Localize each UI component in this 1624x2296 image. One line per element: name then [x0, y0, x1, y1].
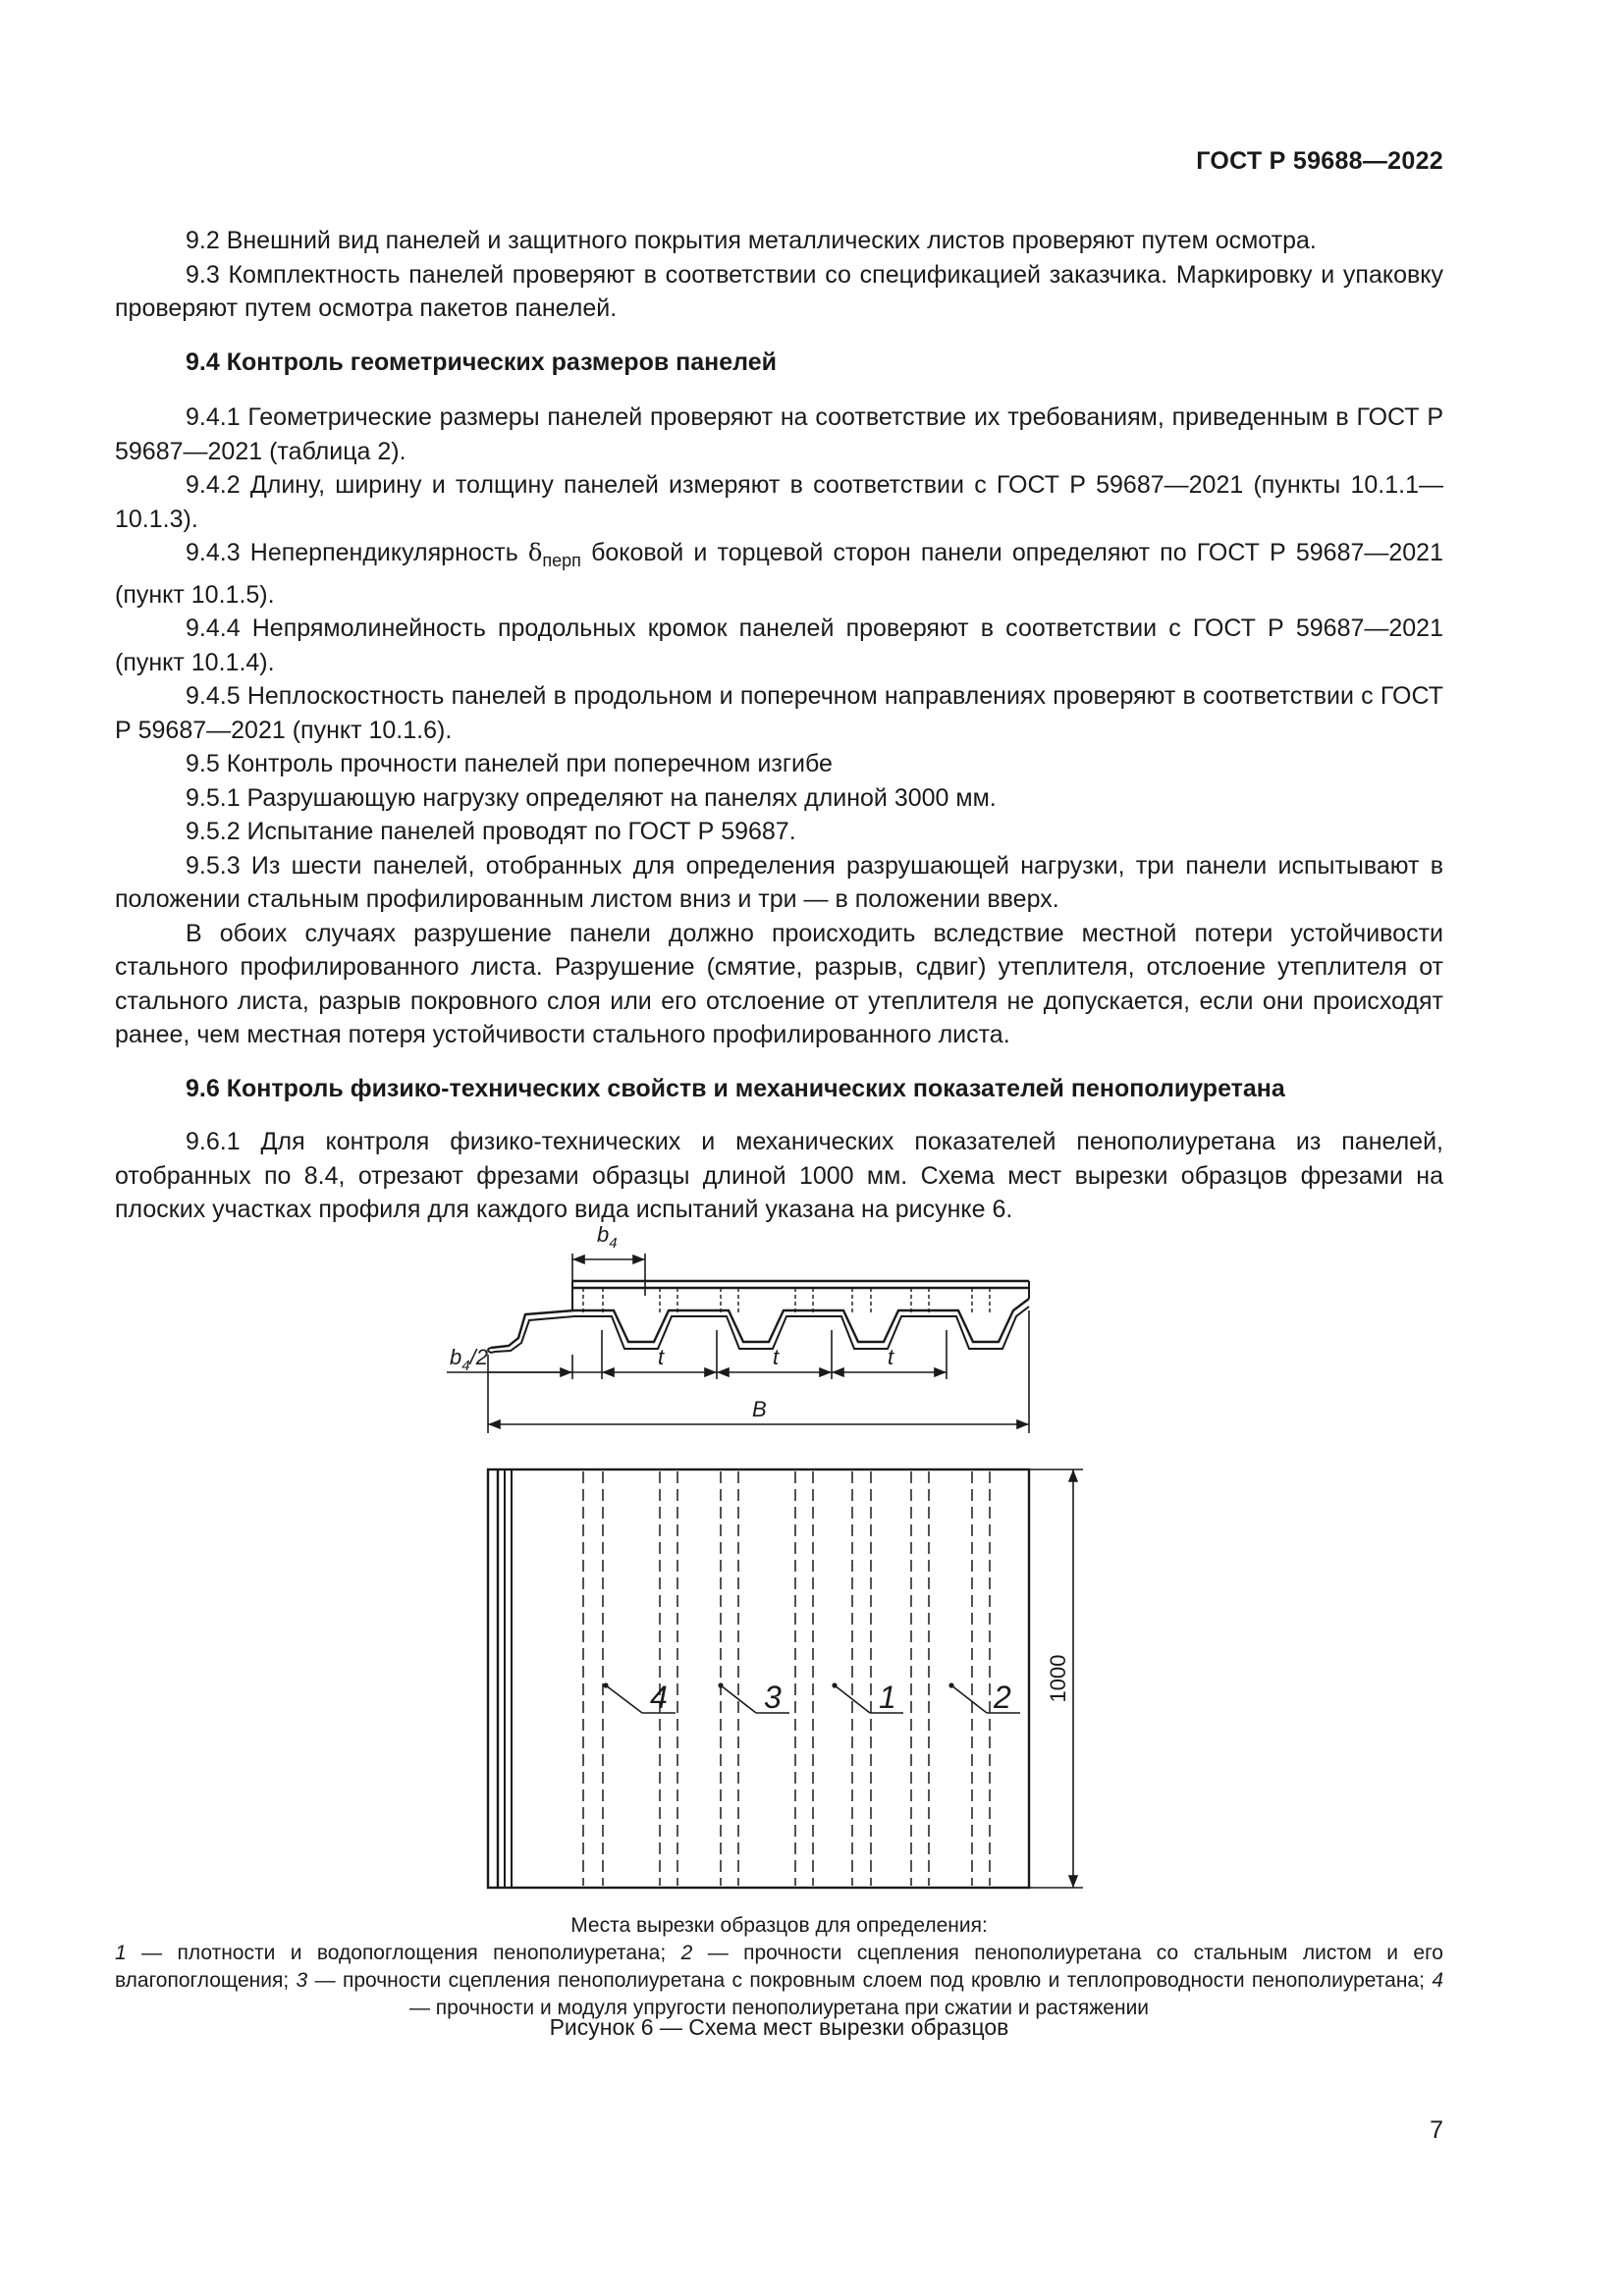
standard-header: ГОСТ Р 59688—2022: [1196, 147, 1443, 175]
panel-plan-view: [488, 1469, 1029, 1888]
label-t-3: t: [888, 1345, 894, 1369]
body-text: [115, 224, 1443, 1227]
legend-text-4: — прочности и модуля упругости пенополиуретана при сжатии и растяжении: [408, 1997, 1150, 2019]
legend-text-2: — прочности сцепления пенополиуретана со стальным листом и его влагопоглощения;: [115, 1942, 1443, 1992]
label-t-1: t: [658, 1345, 665, 1369]
paragraph-9-5-1: 9.5.1 Разрушающую нагрузку определяют на панелях длиной 3000 мм.: [186, 783, 997, 812]
paragraph-both-cases: В обоих случаях разрушение панели должно происходить вследствие местной потери устойчивости стального профилированного листа. Разрушение (смятие, разрыв, сдвиг) утеплителя, отслоение утеплителя от стального листа, разрыв покровного слоя или его отслоение от утеплителя не допускается, если они происходят ранее, чем местная потеря устойчивости стального профилированного листа.: [115, 919, 1443, 1048]
paragraph-9-4-4: 9.4.4 Непрямолинейность продольных кромок панелей проверяют в соответствии с ГОСТ Р 59687—2021 (пункт 10.1.4).: [115, 614, 1443, 676]
paragraph-9-4-3-end: боковой и торцевой сторон панели определяют по ГОСТ Р 59687—2021 (пункт 10.1.5).: [115, 539, 1443, 609]
paragraph-9-4-3: [115, 536, 1443, 612]
heading-9-6: 9.6 Контроль физико-технических свойств и механических показателей пенополиуретана: [186, 1074, 1285, 1102]
paragraph-9-3: 9.3 Комплектность панелей проверяют в соответствии со спецификацией заказчика. Маркировку и упаковку проверяют путем осмотра пакетов панелей.: [115, 260, 1443, 322]
legend-num-2: 2: [680, 1942, 693, 1964]
legend-text-3: — прочности сцепления пенополиуретана с покровным слоем под кровлю и теплопроводности пенополиуретана;: [307, 1969, 1433, 1992]
delta-subscript: перп: [542, 551, 581, 570]
legend-intro: Места вырезки образцов для определения:: [570, 1914, 988, 1937]
paragraph-9-5-3: 9.5.3 Из шести панелей, отобранных для определения разрушающей нагрузки, три панели испытывают в положении стальным профилированным листом вниз и три — в положении вверх.: [115, 851, 1443, 913]
dimension-chain-t: [447, 1330, 947, 1433]
paragraph-9-4-1: 9.4.1 Геометрические размеры панелей проверяют на соответствие их требованиям, приведенным в ГОСТ Р 59687—2021 (таблица 2).: [115, 403, 1443, 465]
label-B: B: [752, 1397, 767, 1421]
figure-6-drawing: [450, 1212, 1110, 1899]
figure-6: [450, 1212, 1110, 1899]
heading-9-4: 9.4 Контроль геометрических размеров панелей: [186, 347, 777, 376]
label-length-1000: 1000: [1046, 1654, 1070, 1703]
callout-3: 3: [764, 1680, 782, 1715]
paragraph-9-2: 9.2 Внешний вид панелей и защитного покрытия металлических листов проверяют путем осмотра.: [186, 227, 1317, 254]
callout-1: 1: [879, 1680, 896, 1715]
legend-num-3: 3: [296, 1969, 308, 1992]
panel-cross-section: [488, 1281, 1029, 1353]
label-b4: $b_4$: [597, 1222, 618, 1252]
label-b4-half: $b_4/2$: [450, 1345, 488, 1374]
delta-symbol: δ: [527, 539, 543, 566]
paragraph-9-4-2: 9.4.2 Длину, ширину и толщину панелей измеряют в соответствии с ГОСТ Р 59687—2021 (пункты 10.1.1—10.1.3).: [115, 471, 1443, 533]
paragraph-9-6-1: 9.6.1 Для контроля физико-технических и механических показателей пенополиуретана из панелей, отобранных по 8.4, отрезают фрезами образцы длиной 1000 мм. Схема мест вырезки образцов фрезами на плоских участках профиля для каждого вида испытаний указана на рисунке 6.: [115, 1128, 1443, 1223]
paragraph-9-5: 9.5 Контроль прочности панелей при поперечном изгибе: [186, 750, 833, 777]
legend-num-1: 1: [115, 1942, 127, 1964]
callout-4: 4: [650, 1680, 668, 1715]
legend-num-4: 4: [1432, 1969, 1443, 1992]
label-t-2: t: [773, 1345, 780, 1369]
paragraph-9-4-5: 9.4.5 Неплоскостность панелей в продольном и поперечном направлениях проверяют в соответствии с ГОСТ Р 59687—2021 (пункт 10.1.6).: [115, 682, 1443, 744]
paragraph-9-4-3-start: 9.4.3 Неперпендикулярность: [186, 539, 518, 566]
paragraph-9-5-2: 9.5.2 Испытание панелей проводят по ГОСТ Р 59687.: [186, 818, 796, 845]
legend-body: [115, 1940, 1443, 2022]
figure-legend: [115, 1912, 1443, 2022]
figure-caption: Рисунок 6 — Схема мест вырезки образцов: [549, 2014, 1009, 2040]
callout-2: 2: [994, 1680, 1011, 1715]
legend-text-1: — плотности и водопоглощения пенополиуретана;: [126, 1942, 681, 1964]
page-number: 7: [1430, 2116, 1443, 2144]
